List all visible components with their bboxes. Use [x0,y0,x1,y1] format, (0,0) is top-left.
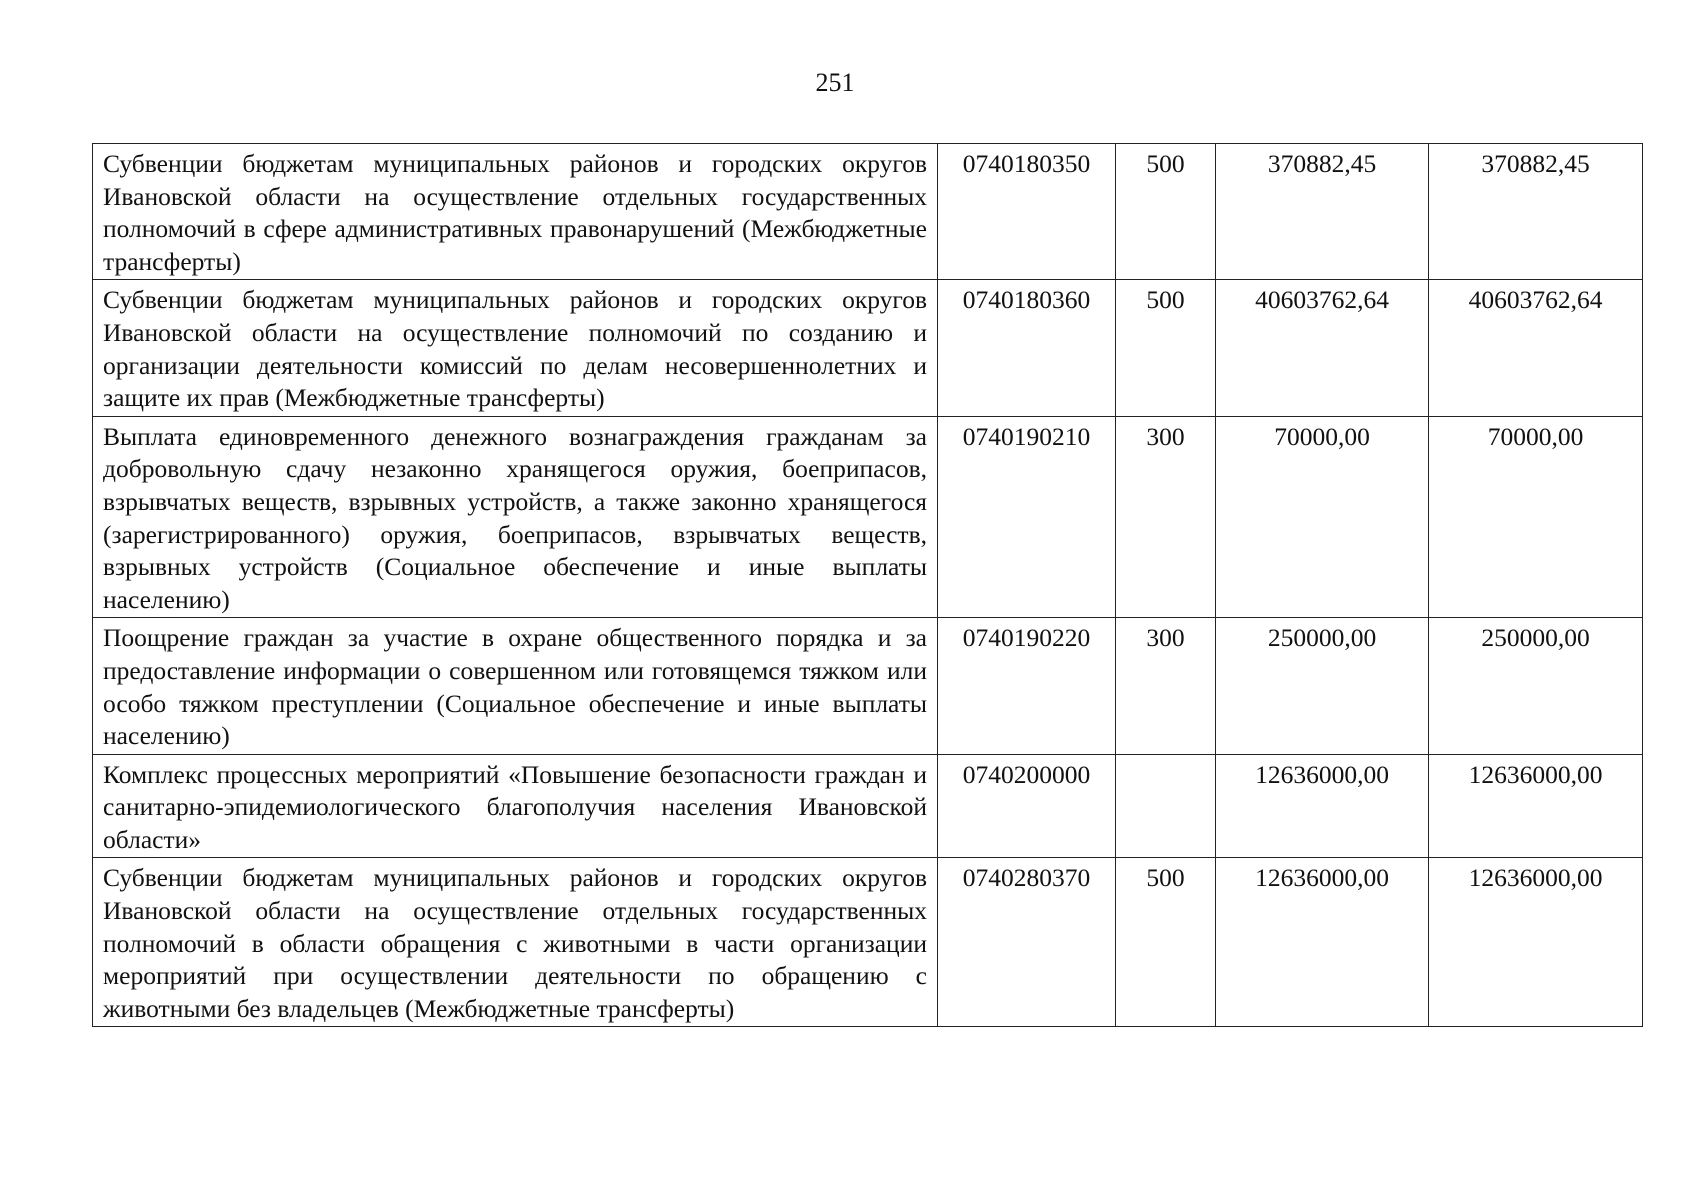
row-expense-type: 500 [1116,858,1216,1027]
table-row [93,754,1643,858]
row-target-code: 0740190220 [938,618,1116,754]
table-row [93,280,1643,416]
table-row [93,144,1643,280]
row-amount-2: 40603762,64 [1429,280,1643,416]
row-amount-1: 40603762,64 [1216,280,1429,416]
row-target-code: 0740180360 [938,280,1116,416]
row-amount-2: 12636000,00 [1429,858,1643,1027]
row-expense-type: 500 [1116,280,1216,416]
row-amount-1: 12636000,00 [1216,754,1429,858]
row-name: Комплекс процессных мероприятий «Повышение безопасности граждан и санитарно-эпидемиологического благополучия населения Ивановской области» [93,754,938,858]
row-expense-type: 300 [1116,618,1216,754]
row-name: Субвенции бюджетам муниципальных районов и городских округов Ивановской области на осуществление отдельных государственных полномочий в сфере административных правонарушений (Межбюджетные трансферты) [93,144,938,280]
row-target-code: 0740200000 [938,754,1116,858]
row-expense-type: 500 [1116,144,1216,280]
table-row [93,416,1643,618]
row-target-code: 0740190210 [938,416,1116,618]
page-number: 251 [815,68,855,97]
row-name: Субвенции бюджетам муниципальных районов и городских округов Ивановской области на осуществление полномочий по созданию и организации деятельности комиссий по делам несовершеннолетних и защите их прав (Межбюджетные трансферты) [93,280,938,416]
row-expense-type: 300 [1116,416,1216,618]
row-amount-1: 12636000,00 [1216,858,1429,1027]
row-name: Субвенции бюджетам муниципальных районов и городских округов Ивановской области на осуществление отдельных государственных полномочий в области обращения с животными в части организации мероприятий при осуществлении деятельности по обращению с животными без владельцев (Межбюджетные трансферты) [93,858,938,1027]
row-name: Поощрение граждан за участие в охране общественного порядка и за предоставление информации о совершенном или готовящемся тяжком или особо тяжком преступлении (Социальное обеспечение и иные выплаты населению) [93,618,938,754]
row-name: Выплата единовременного денежного вознаграждения гражданам за добровольную сдачу незаконно хранящегося оружия, боеприпасов, взрывчатых веществ, взрывных устройств, а также законно хранящегося (зарегистрированного) оружия, боеприпасов, взрывчатых веществ, взрывных устройств (Социальное обеспечение и иные выплаты населению) [93,416,938,618]
budget-table [92,143,1643,1027]
table-row [93,858,1643,1027]
row-target-code: 0740180350 [938,144,1116,280]
row-amount-2: 70000,00 [1429,416,1643,618]
row-amount-2: 12636000,00 [1429,754,1643,858]
table-row [93,618,1643,754]
row-amount-2: 250000,00 [1429,618,1643,754]
row-target-code: 0740280370 [938,858,1116,1027]
row-amount-1: 370882,45 [1216,144,1429,280]
row-amount-1: 250000,00 [1216,618,1429,754]
row-amount-2: 370882,45 [1429,144,1643,280]
row-amount-1: 70000,00 [1216,416,1429,618]
row-expense-type [1116,754,1216,858]
